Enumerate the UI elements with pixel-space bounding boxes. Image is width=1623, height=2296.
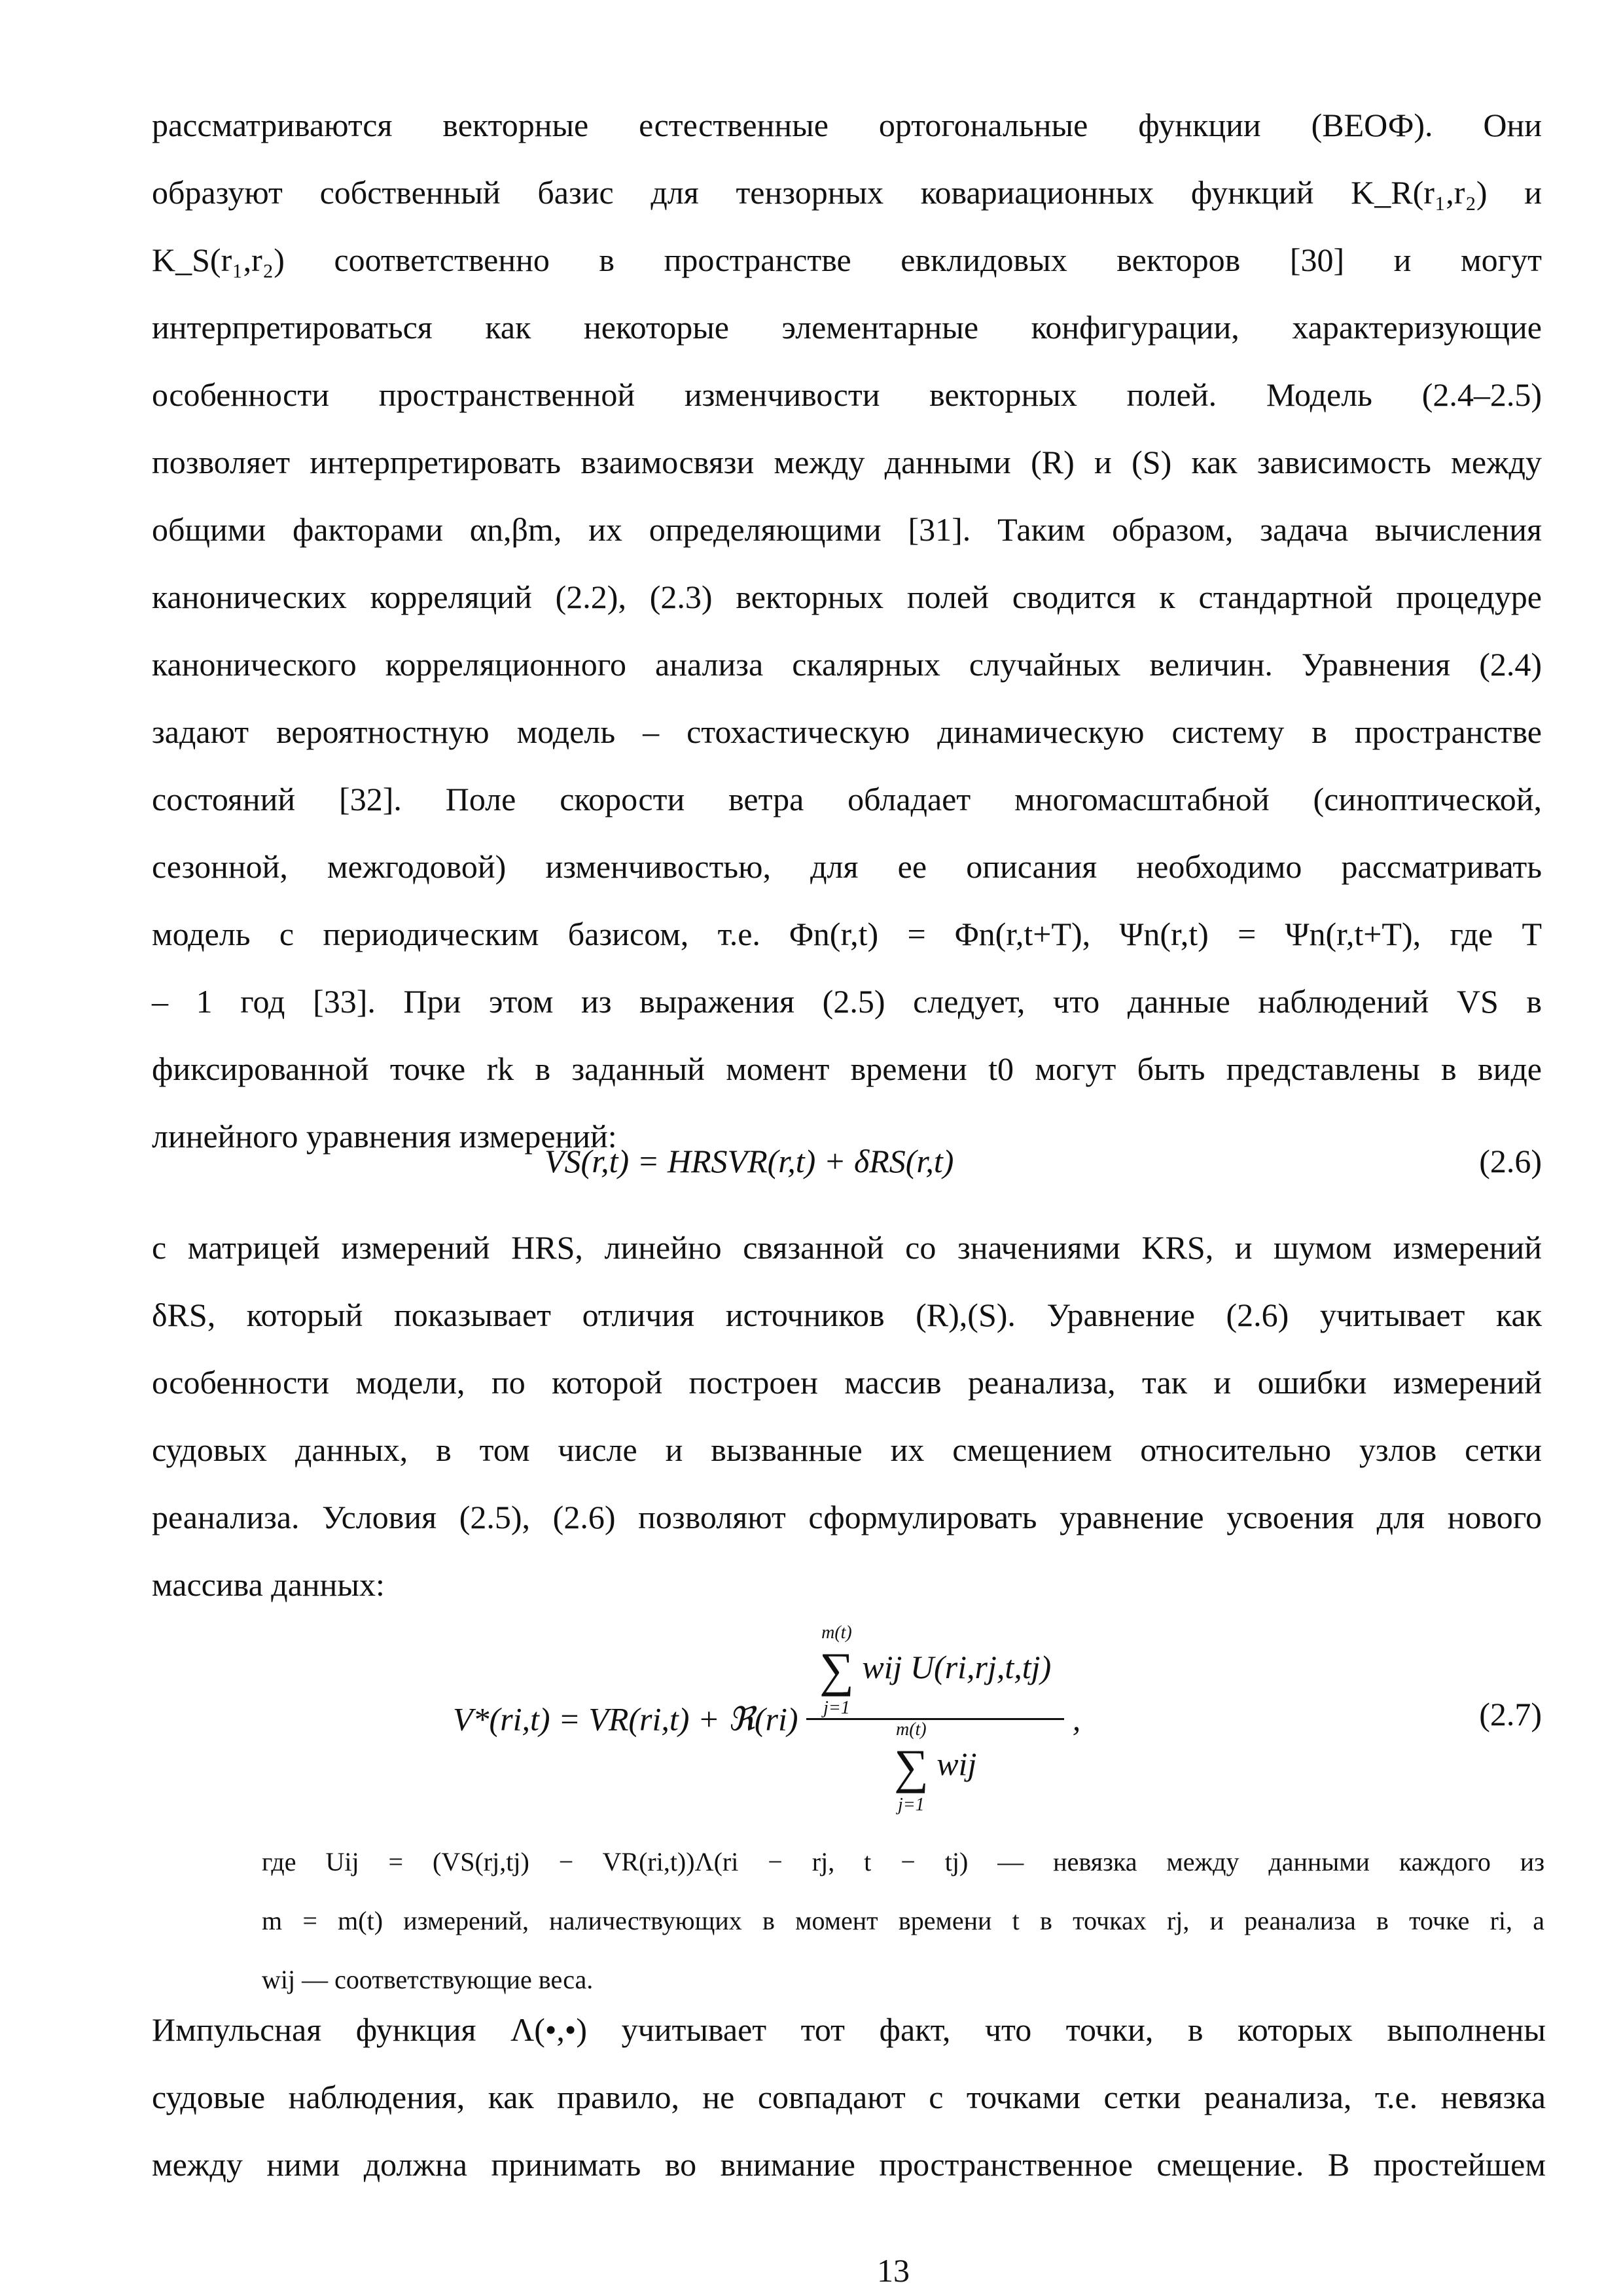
text-line: особенности модели, по которой построен массив реанализа, так и ошибки измерений [152,1364,1542,1401]
text-line: образуют собственный базис для тензорных ковариационных функций K_R(r₁,r₂) и [152,174,1542,211]
text-line: задают вероятностную модель – стохастическую динамическую систему в пространстве [152,713,1542,750]
equation-2-7 [152,1623,1542,1820]
paragraph-3 [152,1996,1546,2198]
note-line: m = m(t) измерений, наличествующих в момент времени t в точках rj, и реанализа в точке ri, а [262,1906,1544,1935]
equation-note [262,1833,1544,2009]
sum-operator [819,1623,854,1718]
text-line: канонических корреляций (2.2), (2.3) векторных полей сводится к стандартной процедуре [152,579,1542,615]
text-line: массива данных: [152,1566,385,1603]
text-line: между ними должна принимать во внимание пространственное смещение. В простейшем [152,2146,1546,2183]
note-line: wij — соответствующие веса. [262,1965,594,1994]
paragraph-1 [152,92,1542,1170]
text-line: канонического корреляционного анализа скалярных случайных величин. Уравнения (2.4) [152,646,1542,683]
sum-operator [894,1720,929,1815]
sum-symbol: ∑ [893,1740,929,1794]
equation-body: VS(r,t) = HRSVR(r,t) + δRS(r,t) [544,1143,954,1179]
text-line: интерпретироваться как некоторые элементарные конфигурации, характеризующие [152,309,1542,346]
page-number: 13 [877,2252,910,2289]
text-line: судовые наблюдения, как правило, не совпадают с точками сетки реанализа, т.е. невязка [152,2079,1546,2115]
text-line: фиксированной точке rk в заданный момент времени t0 могут быть представлены в виде [152,1050,1542,1087]
text-line: реанализа. Условия (2.5), (2.6) позволяют сформулировать уравнение усвоения для нового [152,1499,1542,1535]
text-line: модель с периодическим базисом, т.е. Φn(r,t) = Φn(r,t+T), Ψn(r,t) = Ψn(r,t+T), где T [152,916,1542,952]
text-line: K_S(r₁,r₂) соответственно в пространстве евклидовых векторов [30] и могут [152,242,1542,278]
note-line: где Uij = (VS(rj,tj) − VR(ri,t))Λ(ri − rj, t − tj) — невязка между данными каждого из [262,1847,1544,1876]
text-line: Импульсная функция Λ(•,•) учитывает тот факт, что точки, в которых выполнены [152,2011,1546,2048]
text-line: состояний [32]. Поле скорости ветра обладает многомасштабной (синоптической, [152,781,1542,817]
text-line: общими факторами αn,βm, их определяющими [31]. Таким образом, задача вычисления [152,511,1542,548]
text-line: судовых данных, в том числе и вызванные их смещением относительно узлов сетки [152,1431,1542,1468]
numerator-text: wij U(ri,rj,t,tj) [862,1648,1052,1685]
text-line: сезонной, межгодовой) изменчивостью, для ее описания необходимо рассматривать [152,848,1542,885]
sum-upper-limit: m(t) [895,1719,927,1740]
equation-tail: , [1072,1700,1081,1738]
text-line: особенности пространственной изменчивости векторных полей. Модель (2.4–2.5) [152,376,1542,413]
text-line: δRS, который показывает отличия источников (R),(S). Уравнение (2.6) учитывает как [152,1297,1542,1333]
paragraph-2 [152,1214,1542,1619]
equation-number: (2.6) [1479,1143,1542,1179]
sum-symbol: ∑ [819,1643,854,1697]
sum-lower-limit: j=1 [897,1795,925,1815]
sum-upper-limit: m(t) [821,1623,852,1643]
equation-fraction [806,1623,1064,1815]
text-line: рассматриваются векторные естественные ортогональные функции (ВЕОФ). Они [152,107,1542,143]
equation-lhs: V*(ri,t) = VR(ri,t) + ℜ(ri) [453,1700,798,1738]
equation-2-6 [152,1142,1542,1214]
text-line: – 1 год [33]. При этом из выражения (2.5) следует, что данные наблюдений VS в [152,983,1542,1020]
text-line: с матрицей измерений HRS, линейно связанной со значениями KRS, и шумом измерений [152,1229,1542,1266]
text-line: линейного уравнения измерений: [152,1118,617,1155]
text-line: позволяет интерпретировать взаимосвязи между данными (R) и (S) как зависимость между [152,444,1542,480]
sum-lower-limit: j=1 [823,1698,850,1718]
fraction-numerator [806,1623,1064,1720]
equation-number: (2.7) [1479,1696,1542,1732]
denominator-text: wij [936,1745,977,1782]
fraction-denominator [806,1720,1064,1815]
